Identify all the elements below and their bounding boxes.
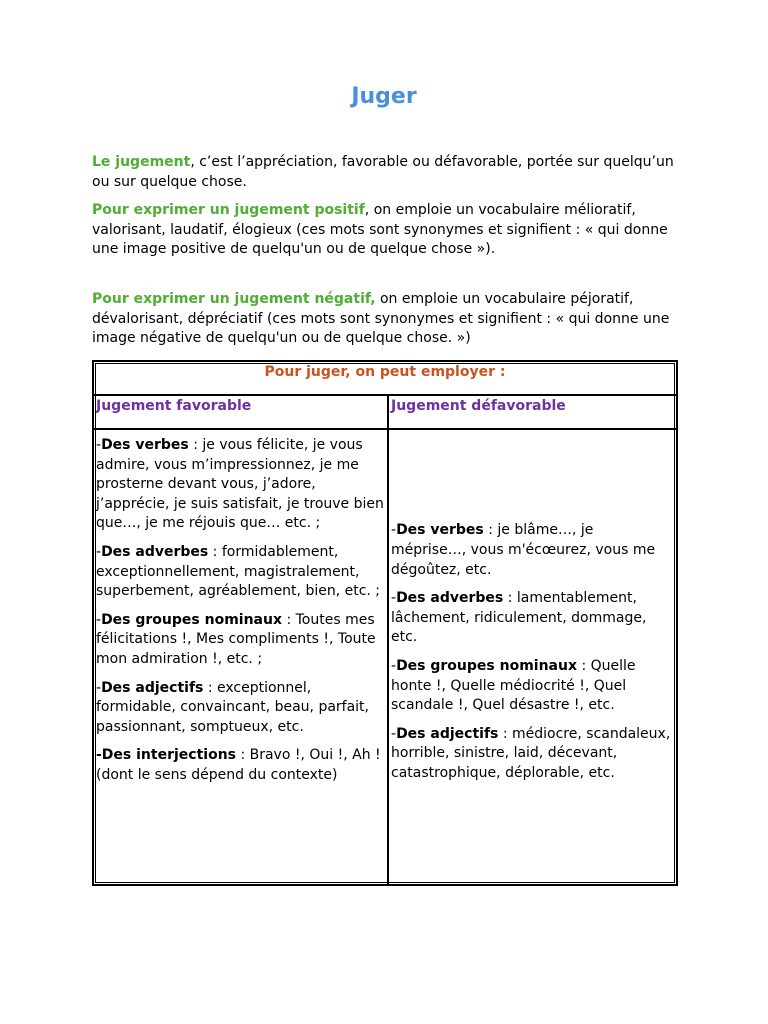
- item-dash: -: [96, 437, 102, 453]
- list-item: [96, 746, 385, 785]
- paragraph-definition: [92, 153, 682, 192]
- column-header-favorable: Jugement favorable: [94, 396, 389, 430]
- item-text: : formidablement, exceptionnellement, magistralement, superbement, agréablement, bien, etc. ;: [96, 543, 381, 600]
- item-dash: -: [391, 590, 397, 607]
- item-text: : Bravo !, Oui !, Ah ! (dont le sens dépend du contexte): [96, 747, 381, 783]
- item-label: -Des interjections: [96, 747, 236, 764]
- item-text: : Quelle honte !, Quelle médiocrité !, Quel scandale !, Quel désastre !, etc.: [391, 658, 636, 714]
- item-label: Des groupes nominaux: [101, 611, 283, 628]
- text-negative: on emploie un vocabulaire péjoratif, dévalorisant, dépréciatif (ces mots sont synonymes et signifient : « qui donne une image négative de quelqu'un ou de quelque chose. »): [92, 291, 670, 347]
- item-dash: -: [391, 725, 397, 742]
- favorable-cell: [94, 430, 389, 884]
- item-text: : lamentablement, lâchement, ridiculement, dommage, etc.: [391, 590, 647, 646]
- item-text: : exceptionnel, formidable, convaincant, beau, parfait, passionnant, somptueux, etc.: [96, 679, 369, 735]
- list-item: [391, 725, 672, 784]
- item-text: : Toutes mes félicitations !, Mes compliments !, Toute mon admiration !, etc. ;: [96, 611, 376, 667]
- list-item: [391, 521, 672, 580]
- list-item: [391, 657, 672, 716]
- item-dash: -: [96, 543, 102, 560]
- item-text: : je blâme…, je méprise…, vous m'écœurez, vous me dégoûtez, etc.: [391, 522, 656, 578]
- item-label: Des adverbes: [101, 543, 209, 560]
- item-label: Des adjectifs: [396, 725, 499, 742]
- text-definition: , c’est l’appréciation, favorable ou défavorable, portée sur quelqu’un ou sur quelque chose.: [92, 154, 674, 190]
- item-label: Des verbes: [101, 437, 189, 453]
- item-label: Des groupes nominaux: [396, 658, 578, 674]
- highlight-negative: Pour exprimer un jugement négatif,: [92, 291, 376, 307]
- column-header-defavorable: Jugement défavorable: [389, 396, 676, 430]
- list-item: [391, 589, 672, 648]
- item-dash: -: [96, 611, 102, 628]
- page-title: Juger: [351, 84, 417, 109]
- text-positive: , on emploie un vocabulaire mélioratif, valorisant, laudatif, élogieux (ces mots sont synonymes et signifient : « qui donne une image positive de quelqu'un ou de quelque chose »).: [92, 202, 668, 258]
- paragraph-positive: [92, 201, 682, 260]
- vocabulary-table: [92, 360, 678, 886]
- item-label: Des adjectifs: [101, 679, 204, 696]
- table-header: Pour juger, on peut employer :: [94, 362, 676, 396]
- highlight-positive: Pour exprimer un jugement positif: [92, 202, 365, 218]
- highlight-definition: Le jugement: [92, 154, 191, 170]
- list-item: [96, 611, 385, 670]
- item-label: Des verbes: [396, 522, 484, 539]
- item-dash: -: [96, 679, 102, 696]
- item-dash: -: [391, 522, 397, 539]
- paragraph-negative: [92, 290, 682, 349]
- list-item: [96, 543, 385, 602]
- item-text: : je vous félicite, je vous admire, vous m’impressionnez, je me prosterne devant vous, j’adore, j’apprécie, je suis satisfait, je trouve bien que…, je me réjouis que… etc. ;: [96, 437, 384, 532]
- defavorable-cell: [389, 430, 676, 884]
- list-item: [96, 436, 385, 534]
- item-label: Des adverbes: [396, 590, 504, 607]
- item-dash: -: [391, 658, 397, 674]
- list-item: [96, 679, 385, 738]
- item-text: : médiocre, scandaleux, horrible, sinistre, laid, décevant, catastrophique, déplorable, etc.: [391, 725, 671, 781]
